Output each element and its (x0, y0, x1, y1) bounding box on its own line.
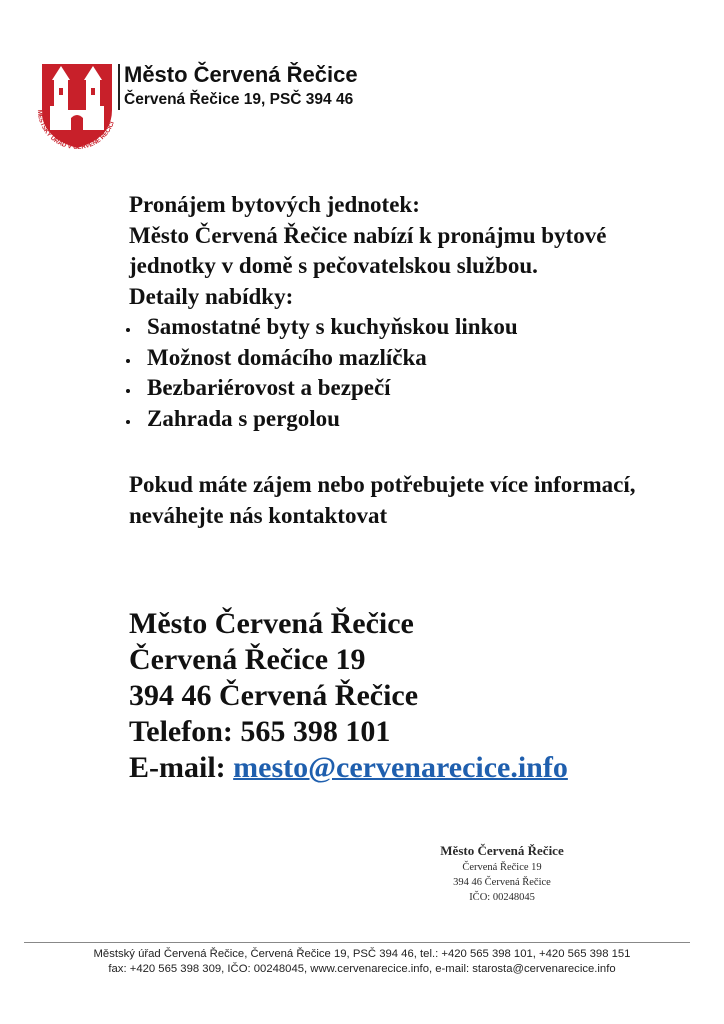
city-logo (32, 58, 122, 158)
contact-prompt: Pokud máte zájem nebo potřebujete více informací, neváhejte nás kontaktovat (129, 472, 636, 528)
contact-street: Červená Řečice 19 (129, 643, 366, 676)
offer-list (129, 312, 649, 434)
contact-name: Město Červená Řečice (129, 607, 414, 640)
header-address: Červená Řečice 19, PSČ 394 46 (124, 91, 354, 108)
email-link[interactable]: mesto@cervenarecice.info (233, 751, 568, 784)
list-item: Zahrada s pergolou (129, 404, 649, 435)
list-item: Bezbariérovost a bezpečí (129, 373, 649, 404)
list-item: Možnost domácího mazlíčka (129, 343, 649, 374)
stamp-name: Město Červená Řečice (440, 843, 564, 858)
logo-ring-text: MĚSTSKÝ ÚŘAD V ČERVENÉ ŘEČICI (35, 109, 116, 152)
header-title: Město Červená Řečice (124, 62, 358, 87)
stamp-city: 394 46 Červená Řečice (453, 877, 551, 888)
phone-number: 565 398 101 (240, 715, 391, 748)
footer-divider (24, 942, 690, 943)
offer-details-label: Detaily nabídky: (129, 283, 294, 309)
contact-email-row (129, 750, 689, 786)
office-stamp (412, 842, 592, 905)
offer-section (129, 190, 649, 531)
email-label: E-mail: (129, 751, 226, 784)
footer-line-2: fax: +420 565 398 309, IČO: 00248045, www.cervenarecice.info, e-mail: starosta@cervenarecice.info (108, 963, 616, 975)
footer-line-1: Městský úřad Červená Řečice, Červená Řečice 19, PSČ 394 46, tel.: +420 565 398 101, +420 565 398 151 (93, 948, 631, 960)
contact-phone-row (129, 714, 689, 750)
header-divider (118, 64, 120, 110)
footer (0, 947, 724, 977)
offer-intro: Město Červená Řečice nabízí k pronájmu bytové jednotky v domě s pečovatelskou službou. (129, 222, 607, 278)
offer-heading: Pronájem bytových jednotek: (129, 192, 420, 217)
stamp-street: Červená Řečice 19 (462, 862, 542, 873)
contact-city: 394 46 Červená Řečice (129, 679, 419, 712)
stamp-ico: IČO: 00248045 (469, 892, 535, 903)
phone-label: Telefon: (129, 715, 233, 748)
coat-of-arms-icon (32, 58, 122, 158)
contact-block (129, 606, 689, 786)
list-item: Samostatné byty s kuchyňskou linkou (129, 312, 649, 343)
